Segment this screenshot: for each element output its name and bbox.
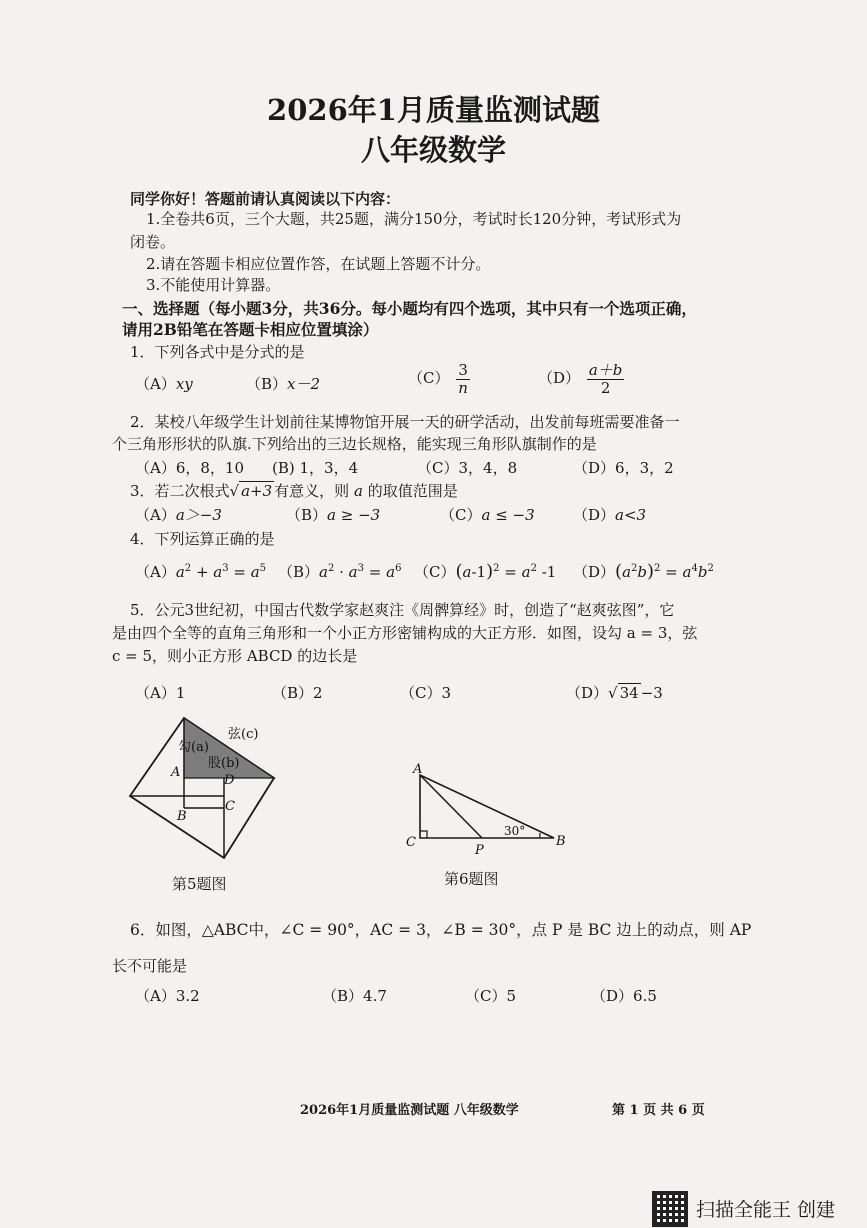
q5-option-d: （D）√ 34 −3 (566, 684, 663, 702)
question-2-stem-cont: 个三角形形状的队旗.下列给出的三边长规格，能实现三角形队旗制作的是 (112, 435, 597, 453)
q3-option-d: （D）a<3 (573, 506, 647, 524)
q5-option-b: （B）2 (272, 684, 323, 702)
q1-option-a: （A）xy (135, 375, 193, 393)
figure-5-diagram (120, 710, 423, 870)
q4-option-c: $(C)(a-1)^2 = a^2$ -1 (414, 561, 557, 582)
notice-heading: 同学你好！答题前请认真阅读以下内容： (130, 190, 401, 208)
question-2-stem: 2．某校八年级学生计划前往某博物馆开展一天的研学活动，出发前每班需要准备一 (130, 413, 680, 431)
figure-6-diagram (400, 760, 580, 860)
notice-item-2: 2.请在答题卡相应位置作答，在试题上答题不计分。 (146, 255, 491, 273)
fraction: $\frac{3}{n}$ (458, 361, 468, 397)
q2-option-c: （C）3，4，8 (417, 459, 518, 477)
q2-option-d: （D）6，3，2 (573, 459, 674, 477)
q4-option-a: $(A)a^2 + a^3 = a^5$ (135, 563, 267, 581)
question-5-stem: 5．公元3世纪初，中国古代数学家赵爽注《周髀算经》时，创造了“赵爽弦图”，它 (130, 601, 675, 619)
point-a-label: A (413, 762, 423, 777)
point-a-label: A (171, 765, 181, 780)
question-5-stem-cont-2: c = 5，则小正方形 ABCD 的边长是 (112, 647, 358, 665)
question-5-stem-cont: 是由四个全等的直角三角形和一个小正方形密铺构成的大正方形．如图，设勾 a = 3，弦 (112, 624, 698, 642)
point-b-label: B (556, 834, 566, 849)
q5-option-a: （A）1 (135, 684, 186, 702)
right-angle-mark (420, 831, 427, 838)
point-c-label: C (406, 835, 416, 850)
page-title: 2026年1月质量监测试题 (267, 93, 600, 127)
q3-option-a: （A）a＞−3 (135, 506, 222, 524)
segment-ap (420, 775, 482, 838)
angle-label: 30° (504, 824, 526, 838)
notice-item-1: 1.全卷共6页，三个大题，共25题，满分150分，考试时长120分钟，考试形式为 (146, 210, 682, 228)
scanner-watermark: 扫描全能王 创建 (696, 1199, 836, 1221)
q6-option-a: （A）3.2 (135, 987, 200, 1005)
q2-option-a: （A）6，8，10 (135, 459, 245, 477)
question-3-stem: 3．若二次根式√ a+3 有意义，则 a 的取值范围是 (130, 482, 458, 500)
section-1-heading: 一、选择题（每小题3分，共36分。每小题均有四个选项，其中只有一个选项正确， (122, 299, 697, 318)
page-number: 第 1 页 共 6 页 (612, 1103, 705, 1118)
notice-item-1-cont: 闭卷。 (130, 233, 176, 251)
q4-option-b: $(B)a^2 \cdot a^3 = a^6$ (278, 563, 402, 581)
notice-item-3: 3.不能使用计算器。 (146, 276, 281, 294)
q3-option-b: （B）a ≥ −3 (286, 506, 381, 524)
label-xian: 弦(c) (228, 727, 259, 742)
question-6-stem: 6．如图，△ABC中，∠C = 90°，AC = 3，∠B = 30°，点 P 是 BC 边上的动点，则 AP (130, 921, 752, 939)
question-4-stem: 4．下列运算正确的是 (130, 530, 275, 548)
q1-option-b: （B）x－2 (246, 375, 321, 393)
section-1-heading-cont: 请用2B铅笔在答题卡相应位置填涂） (122, 320, 379, 339)
q2-option-b: (B) 1，3，4 (272, 459, 359, 477)
page-subtitle: 八年级数学 (360, 133, 506, 167)
point-p-label: P (475, 843, 484, 858)
fraction: $\frac{a+b}{2}$ (588, 361, 623, 397)
q6-option-d: （D）6.5 (591, 987, 657, 1005)
label-gou: 勾(a) (178, 740, 209, 755)
q4-option-d: $(D)(a^2b)^2 = a^4b^2$ (573, 561, 714, 582)
question-6-stem-cont: 长不可能是 (112, 957, 188, 975)
q6-option-b: （B）4.7 (322, 987, 387, 1005)
footer-title: 2026年1月质量监测试题 八年级数学 (300, 1103, 519, 1118)
figure-5-caption: 第5题图 (172, 875, 227, 893)
qr-code-icon (652, 1191, 688, 1227)
q5-option-c: （C）3 (400, 684, 452, 702)
figure-6-caption: 第6题图 (444, 870, 499, 888)
q6-option-c: （C）5 (465, 987, 517, 1005)
point-d-label: D (224, 773, 235, 788)
q1-option-d: （D） $\frac{a+b}{2}$ (538, 361, 623, 397)
point-c-label: C (225, 799, 235, 814)
triangle-abc (420, 775, 554, 838)
question-1-stem: 1．下列各式中是分式的是 (130, 343, 305, 361)
point-b-label: B (177, 809, 187, 824)
q3-option-c: （C）a ≤ −3 (440, 506, 535, 524)
label-gu: 股(b) (208, 756, 240, 771)
q1-option-c: （C） $\frac{3}{n}$ (408, 361, 468, 397)
